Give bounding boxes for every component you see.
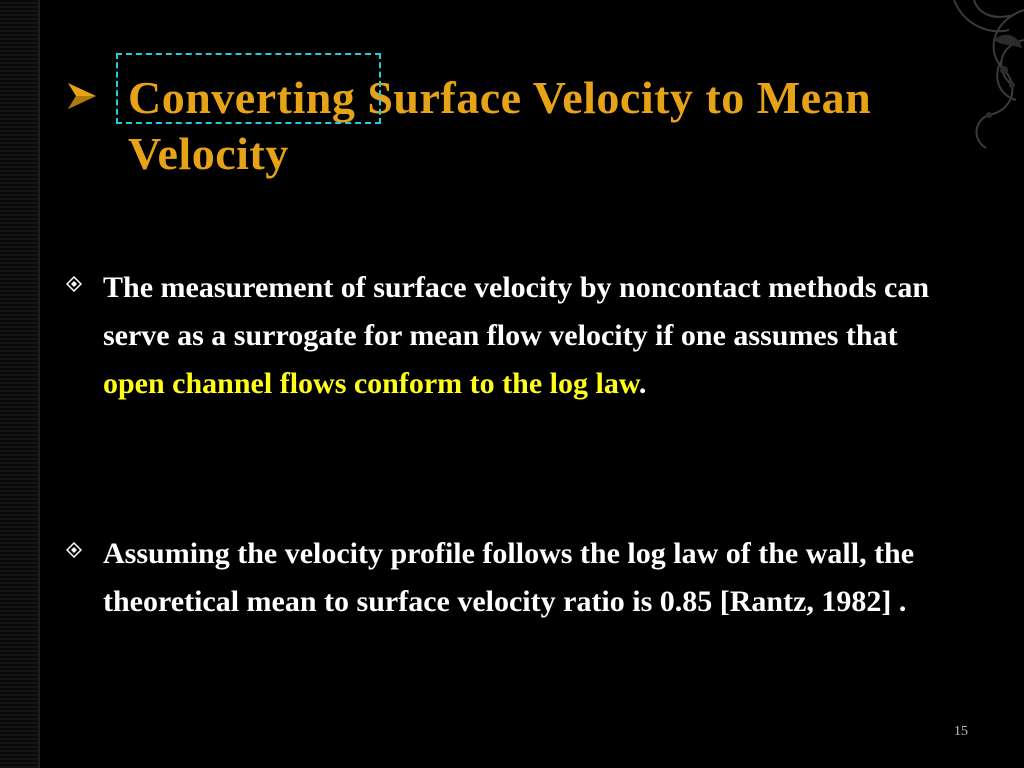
bullet-text-plain: Assuming the velocity profile follows the log law of the wall, the theoretical mean to surface velocity ratio is 0.85 [Rantz, 1982] . bbox=[103, 537, 915, 618]
page-number: 15 bbox=[954, 724, 968, 739]
left-texture-strip bbox=[0, 0, 40, 768]
bullet-text-end: . bbox=[638, 367, 647, 400]
bullet-text bbox=[103, 530, 963, 626]
diamond-bullet-icon bbox=[66, 542, 82, 558]
diamond-bullet-icon bbox=[66, 276, 82, 292]
bullet-text bbox=[103, 264, 963, 408]
bullet-text-plain: The measurement of surface velocity by noncontact methods can serve as a surrogate for mean flow velocity if one assumes that bbox=[103, 271, 930, 352]
dashed-highlight-box bbox=[116, 53, 381, 124]
slide-title: Converting Surface Velocity to Mean Velocity bbox=[128, 72, 872, 179]
arrowhead-bullet-icon bbox=[66, 80, 98, 112]
bullet-text-highlight: open channel flows conform to the log law bbox=[103, 367, 639, 400]
